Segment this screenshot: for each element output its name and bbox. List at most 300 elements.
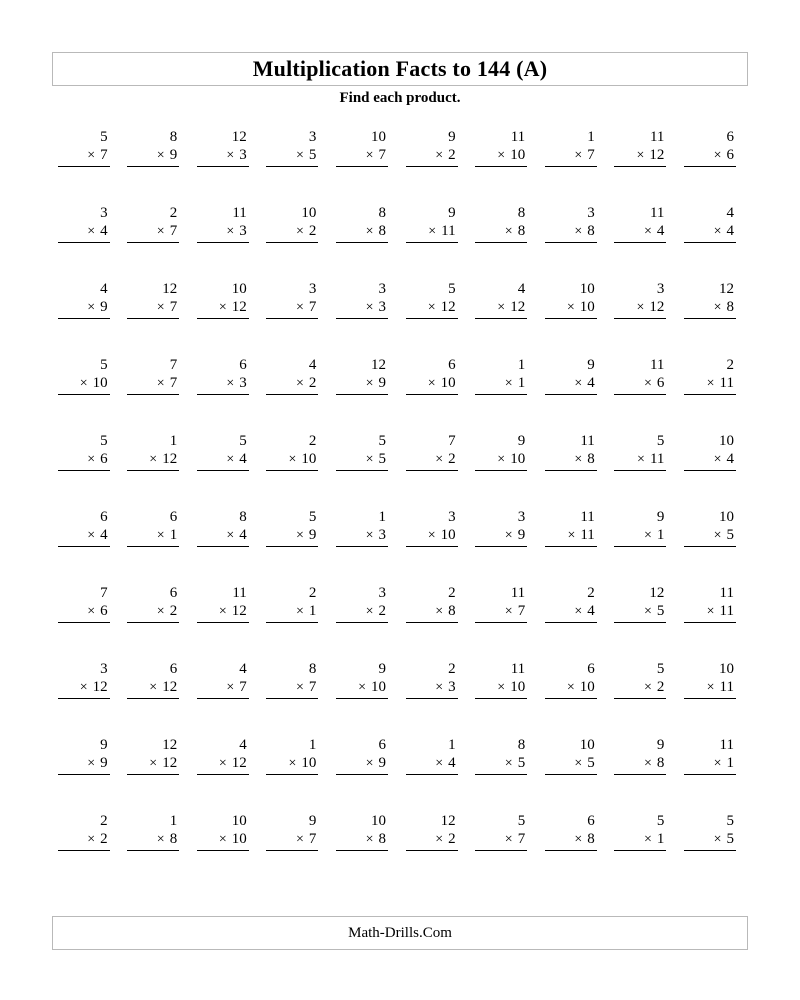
problem-cell [470,128,540,204]
multiplicand: 8 [239,509,247,525]
multiply-icon: × [574,604,583,619]
problem-cell [470,356,540,432]
answer-line[interactable] [336,850,388,851]
multiplier-row [80,374,110,392]
answer-line[interactable] [406,774,458,775]
multiplier-row [296,526,318,544]
multiplier-row [574,222,596,240]
multiplier: 7 [100,147,108,163]
answer-line[interactable] [197,394,249,395]
multiplier-row [157,146,179,164]
multiplicand: 10 [718,433,734,449]
problem-cell [330,584,400,660]
problem-cell [52,356,122,432]
answer-line[interactable] [406,622,458,623]
multiplier-row [226,374,248,392]
answer-line[interactable] [336,242,388,243]
multiplier: 10 [440,527,456,543]
answer-line[interactable] [406,546,458,547]
multiplicand: 11 [510,129,526,145]
multiply-icon: × [156,148,165,163]
answer-line[interactable] [614,318,666,319]
answer-line[interactable] [545,394,597,395]
footer-source-label: Math-Drills.Com [348,924,452,941]
multiply-icon: × [365,300,374,315]
answer-line[interactable] [614,166,666,167]
multiplier: 12 [440,299,456,315]
multiplier: 5 [308,147,317,163]
problem-cell [400,204,470,280]
multiplier: 1 [656,831,665,847]
problem-cell [191,280,261,356]
answer-line[interactable] [58,394,110,395]
multiply-icon: × [435,604,444,619]
multiply-icon: × [295,680,304,695]
answer-line[interactable] [197,546,249,547]
multiply-icon: × [295,604,304,619]
answer-line[interactable] [545,470,597,471]
answer-line[interactable] [58,470,110,471]
multiplicand: 11 [580,509,595,525]
multiplier-row [707,678,736,696]
answer-line[interactable] [58,850,110,851]
multiply-icon: × [156,604,165,619]
answer-line[interactable] [684,470,736,471]
multiplicand: 6 [587,661,595,677]
multiplicand: 6 [378,737,386,753]
multiply-icon: × [226,528,235,543]
multiplier: 11 [441,223,456,239]
problem-cell [191,660,261,736]
problem-cell [122,204,192,280]
answer-line[interactable] [127,850,179,851]
multiplicand: 7 [169,357,178,373]
multiplier-row [435,830,457,848]
multiplicand: 10 [370,129,386,145]
answer-line[interactable] [58,546,110,547]
answer-line[interactable] [475,318,527,319]
answer-line[interactable] [336,698,388,699]
multiplier: 2 [448,831,456,847]
multiply-icon: × [713,452,722,467]
multiplier-row [428,222,457,240]
problem-cell [678,812,748,888]
multiplier-row [296,830,318,848]
multiplier-row [505,602,527,620]
multiply-icon: × [365,756,374,771]
multiplier-row [226,526,248,544]
multiplicand: 6 [100,509,108,525]
multiplicand: 12 [649,585,665,601]
multiplicand: 3 [100,661,108,677]
answer-line[interactable] [266,318,318,319]
problem-cell [470,508,540,584]
answer-line[interactable] [406,318,458,319]
multiplier-row [157,602,179,620]
multiply-icon: × [574,832,583,847]
answer-line[interactable] [197,850,249,851]
multiply-icon: × [226,148,235,163]
answer-line[interactable] [475,850,527,851]
problem-cell [539,736,609,812]
answer-line[interactable] [197,622,249,623]
answer-line[interactable] [545,622,597,623]
problem-cell [261,204,331,280]
multiplier: 8 [587,223,595,239]
multiplicand: 4 [517,281,526,297]
answer-line[interactable] [684,166,736,167]
multiplicand: 4 [100,281,108,297]
answer-line[interactable] [127,698,179,699]
multiply-icon: × [226,224,235,239]
problem-cell [52,280,122,356]
multiplicand: 3 [448,509,456,525]
answer-line[interactable] [545,318,597,319]
answer-line[interactable] [545,850,597,851]
answer-line[interactable] [614,242,666,243]
multiplicand: 9 [448,205,456,221]
problem-cell [539,128,609,204]
multiplier: 11 [719,679,734,695]
answer-line[interactable] [58,698,110,699]
answer-line[interactable] [475,470,527,471]
problem-cell [191,128,261,204]
answer-line[interactable] [475,166,527,167]
answer-line[interactable] [545,698,597,699]
multiply-icon: × [497,300,506,315]
answer-line[interactable] [266,622,318,623]
multiplier: 12 [649,147,665,163]
answer-line[interactable] [127,166,179,167]
answer-line[interactable] [406,394,458,395]
multiply-icon: × [713,224,722,239]
multiplier: 3 [239,223,247,239]
answer-line[interactable] [197,318,249,319]
answer-line[interactable] [406,698,458,699]
multiplier-row [707,602,736,620]
multiply-icon: × [566,680,575,695]
multiplier-row [428,298,458,316]
problem-cell [122,736,192,812]
multiplier-row [149,450,179,468]
answer-line[interactable] [684,622,736,623]
multiply-icon: × [149,680,158,695]
problem-cell [122,812,192,888]
multiplicand: 5 [656,661,665,677]
multiplier-row [567,678,597,696]
multiplier: 5 [587,755,595,771]
answer-line[interactable] [336,470,388,471]
multiplicand: 12 [231,129,247,145]
answer-line[interactable] [197,774,249,775]
answer-line[interactable] [127,622,179,623]
multiplier: 7 [169,223,178,239]
multiplier-row [644,830,666,848]
multiplier: 7 [587,147,595,163]
multiplier-row [366,298,388,316]
multiply-icon: × [427,300,436,315]
answer-line[interactable] [266,166,318,167]
answer-line[interactable] [684,546,736,547]
problem-cell [261,660,331,736]
answer-line[interactable] [475,242,527,243]
multiplier-row [87,298,109,316]
answer-line[interactable] [614,622,666,623]
multiplier: 9 [169,147,178,163]
answer-line[interactable] [406,242,458,243]
problem-cell [330,356,400,432]
problem-cell [400,128,470,204]
problem-cell [470,812,540,888]
answer-line[interactable] [545,166,597,167]
problem-cell [539,280,609,356]
answer-line[interactable] [475,698,527,699]
multiplicand: 5 [100,357,108,373]
multiplier: 4 [656,223,665,239]
problem-cell [400,280,470,356]
multiply-icon: × [295,148,304,163]
problem-cell [261,280,331,356]
multiply-icon: × [295,832,304,847]
multiplicand: 1 [378,509,386,525]
multiplier: 2 [656,679,665,695]
answer-line[interactable] [58,774,110,775]
answer-line[interactable] [614,774,666,775]
multiplicand: 5 [308,509,317,525]
multiplicand: 12 [718,281,734,297]
answer-line[interactable] [58,318,110,319]
problem-grid [52,128,748,888]
multiply-icon: × [156,528,165,543]
answer-line[interactable] [684,850,736,851]
answer-line[interactable] [336,774,388,775]
multiplicand: 5 [378,433,386,449]
multiplier: 7 [169,299,178,315]
multiplicand: 9 [308,813,317,829]
answer-line[interactable] [614,470,666,471]
multiplier-row [714,830,736,848]
multiplier: 10 [579,299,595,315]
multiplier-row [435,754,457,772]
multiplier: 12 [92,679,108,695]
answer-line[interactable] [336,546,388,547]
multiplier: 12 [231,603,247,619]
multiplicand: 7 [448,433,456,449]
answer-line[interactable] [266,470,318,471]
multiplier-row [505,830,527,848]
multiplicand: 9 [656,509,665,525]
answer-line[interactable] [266,698,318,699]
problem-cell [261,736,331,812]
problem-cell [400,812,470,888]
answer-line[interactable] [684,698,736,699]
answer-line[interactable] [614,546,666,547]
answer-line[interactable] [127,242,179,243]
multiplier-row [219,602,249,620]
answer-line[interactable] [684,318,736,319]
multiplicand: 5 [656,813,665,829]
multiplicand: 6 [239,357,247,373]
answer-line[interactable] [336,394,388,395]
answer-line[interactable] [266,394,318,395]
answer-line[interactable] [266,546,318,547]
multiplicand: 6 [587,813,595,829]
answer-line[interactable] [197,698,249,699]
answer-line[interactable] [266,774,318,775]
multiplicand: 4 [239,661,247,677]
answer-line[interactable] [684,242,736,243]
answer-line[interactable] [266,242,318,243]
answer-line[interactable] [406,470,458,471]
multiplicand: 3 [378,585,386,601]
multiplier: 8 [448,603,456,619]
answer-line[interactable] [475,394,527,395]
multiplier-row [714,526,736,544]
answer-line[interactable] [127,394,179,395]
multiplier: 10 [440,375,456,391]
multiply-icon: × [574,756,583,771]
answer-line[interactable] [475,774,527,775]
multiplicand: 9 [517,433,526,449]
multiplicand: 12 [162,281,178,297]
multiplier-row [296,146,318,164]
answer-line[interactable] [475,546,527,547]
answer-line[interactable] [266,850,318,851]
multiplier-row [644,754,666,772]
problem-cell [539,508,609,584]
answer-line[interactable] [58,166,110,167]
multiply-icon: × [643,832,652,847]
multiplier: 7 [517,603,526,619]
multiply-icon: × [87,224,96,239]
answer-line[interactable] [197,470,249,471]
problem-cell [191,584,261,660]
multiply-icon: × [87,528,96,543]
problem-cell [52,812,122,888]
multiply-icon: × [218,300,227,315]
multiplicand: 11 [719,585,734,601]
multiplier: 1 [656,527,665,543]
multiplier-row [219,754,249,772]
multiplier-row [87,222,109,240]
multiplicand: 5 [726,813,734,829]
multiplier: 8 [656,755,665,771]
multiplier-row [219,298,249,316]
problem-cell [678,432,748,508]
answer-line[interactable] [406,850,458,851]
answer-line[interactable] [614,850,666,851]
problem-cell [330,812,400,888]
answer-line[interactable] [58,242,110,243]
multiply-icon: × [295,528,304,543]
multiply-icon: × [643,528,652,543]
answer-line[interactable] [197,242,249,243]
answer-line[interactable] [684,774,736,775]
multiplicand: 6 [169,661,178,677]
answer-line[interactable] [545,242,597,243]
multiply-icon: × [365,148,374,163]
answer-line[interactable] [127,470,179,471]
answer-line[interactable] [127,546,179,547]
multiply-icon: × [87,832,96,847]
multiplier-row [157,830,179,848]
answer-line[interactable] [406,166,458,167]
multiplier: 12 [162,755,178,771]
multiplicand: 5 [100,433,108,449]
multiplier-row [366,754,388,772]
multiplier-row [644,678,666,696]
answer-line[interactable] [127,774,179,775]
multiplier-row [637,450,666,468]
multiplier-row [644,222,666,240]
problem-cell [539,356,609,432]
multiplicand: 11 [649,357,665,373]
answer-line[interactable] [684,394,736,395]
multiply-icon: × [226,376,235,391]
multiplicand: 3 [656,281,665,297]
multiply-icon: × [504,756,513,771]
multiply-icon: × [504,832,513,847]
multiplicand: 8 [517,205,526,221]
multiplier-row [574,374,596,392]
answer-line[interactable] [197,166,249,167]
answer-line[interactable] [336,318,388,319]
multiplier-row [644,526,666,544]
problem-cell [52,204,122,280]
answer-line[interactable] [614,698,666,699]
multiplicand: 10 [718,661,734,677]
multiplier: 2 [308,223,317,239]
multiplier: 11 [719,603,734,619]
problem-cell [52,432,122,508]
multiplier-row [366,146,388,164]
multiply-icon: × [504,528,513,543]
answer-line[interactable] [475,622,527,623]
multiplier-row [574,450,596,468]
multiplicand: 9 [448,129,456,145]
multiply-icon: × [156,224,165,239]
multiplier: 8 [378,831,386,847]
multiply-icon: × [288,452,297,467]
multiplier: 4 [100,223,108,239]
multiplier: 2 [378,603,386,619]
answer-line[interactable] [614,394,666,395]
multiplier-row [567,526,596,544]
multiply-icon: × [497,680,506,695]
multiply-icon: × [156,832,165,847]
problem-cell [191,736,261,812]
multiplicand: 11 [510,585,526,601]
multiplicand: 11 [510,661,526,677]
multiply-icon: × [365,376,374,391]
answer-line[interactable] [127,318,179,319]
multiplicand: 2 [308,433,317,449]
multiplier: 9 [100,755,108,771]
problem-cell [330,508,400,584]
answer-line[interactable] [336,166,388,167]
answer-line[interactable] [545,774,597,775]
multiply-icon: × [713,528,722,543]
multiplicand: 8 [517,737,526,753]
multiplicand: 7 [100,585,108,601]
answer-line[interactable] [58,622,110,623]
multiplicand: 12 [440,813,456,829]
answer-line[interactable] [545,546,597,547]
multiplier: 8 [378,223,386,239]
multiplier-row [574,146,596,164]
answer-line[interactable] [336,622,388,623]
multiplicand: 3 [378,281,386,297]
